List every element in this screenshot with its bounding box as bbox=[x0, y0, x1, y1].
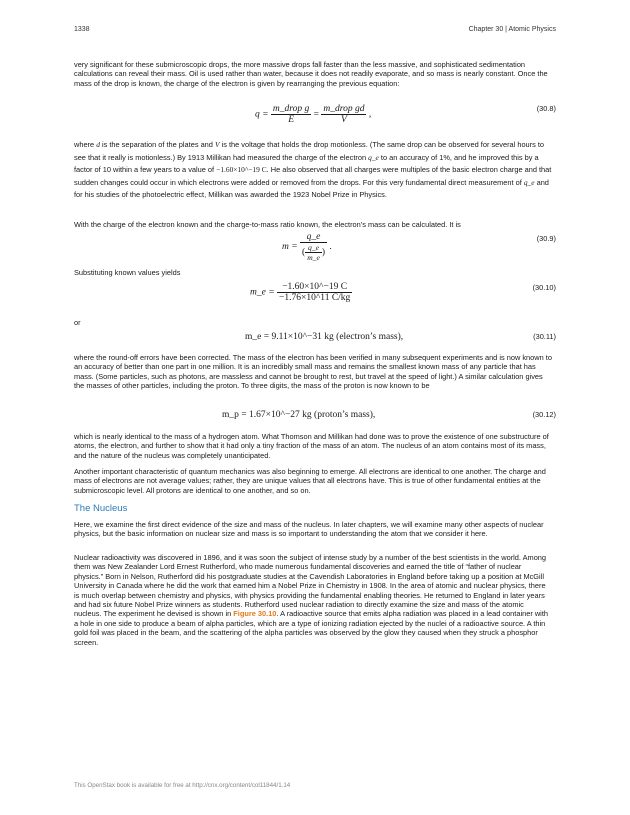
eq-tail: . bbox=[329, 242, 332, 253]
eq-inner-numerator: q_e bbox=[305, 243, 322, 253]
text: where bbox=[74, 140, 95, 149]
equation-30-8 bbox=[255, 104, 371, 125]
chapter-title: Chapter 30 | Atomic Physics bbox=[468, 26, 556, 33]
paragraph-intro: very significant for these submicroscopic drops, the more massive drops fall faster than the less massive, and sophisticated sedimentation calculations can reveal their mass. Oil is used rather than water, because it does not readily evaporate, and so mass is nearly constant. Once the mass of the drop is known, the charge of the electron is given by rearranging the previous equation: bbox=[74, 60, 548, 88]
eq-lhs: m_e = bbox=[250, 287, 275, 298]
equation-30-9 bbox=[282, 232, 332, 262]
eq-inner-denominator: m_e bbox=[307, 253, 320, 262]
math-var: d bbox=[96, 140, 100, 149]
text: and for his studies of the photoelectric effect, Millikan was awarded the 1923 Nobel Prize in Physics. bbox=[74, 177, 549, 200]
eq-numerator: −1.60×10^−19 C bbox=[277, 282, 352, 293]
eq-tail: , bbox=[368, 109, 372, 120]
eq-denominator: −1.76×10^11 C/kg bbox=[279, 293, 351, 303]
eq-lhs: m = bbox=[282, 242, 298, 253]
eq-denominator: E bbox=[288, 115, 294, 125]
equation-30-12: m_p = 1.67×10^−27 kg (proton’s mass), bbox=[222, 410, 376, 420]
paragraph-thomson-millikan: which is nearly identical to the mass of a hydrogen atom. What Thomson and Millikan had done was to prove the existence of one substructure of atoms, the electron, and further to show that it had only a tiny fraction of the mass of an atom. The nucleus of an atom contains most of its mass, and the nature of the nucleus was completely unanticipated. bbox=[74, 432, 549, 460]
equation-30-11: m_e = 9.11×10^−31 kg (electron’s mass), bbox=[245, 332, 404, 342]
eq-denominator: ( $\frac{q\_e}{m\_e}$ ) bbox=[302, 243, 326, 262]
eq-numerator: m_drop gd bbox=[323, 104, 365, 114]
paragraph-rutherford bbox=[74, 553, 552, 647]
math-value: −1.60×10^−19 C bbox=[216, 165, 267, 175]
eq-fraction bbox=[271, 104, 311, 125]
text: is the separation of the plates and bbox=[101, 140, 213, 149]
paragraph-round-off: where the round-off errors have been corrected. The mass of the electron has been verified in many subsequent experiments and is now known to an accuracy of better than one part in one million. It is an incredibly small mass and remains the smallest known mass of any particle that has mass. (Some particles, such as photons, are massless and cannot be brought to rest, but travel at the speed of light.) A similar calculation gives the masses of other particles, including the proton. To three digits, the mass of the proton is now known to be bbox=[74, 353, 552, 391]
text: Nuclear radioactivity was discovered in 1896, and it was soon the subject of intense study by a number of the best scientists in the world. Among them was New Zealander Lord Ernest Rutherford, who made numerous fundamental discoveries and earned the title of “father of nuclear physics.” Born in Nelson, Rutherford did his postgraduate studies at the Cavendish Laboratories in England before taking up a position at McGill University in Canada where he did the work that earned him a Nobel Prize in Chemistry in 1908. In the area of atomic and nuclear physics, there is much overlap between chemistry and physics, with physics providing the fundamental enabling theories. He returned to England in later years and had six future Nobel Prize winners as students. Rutherford used nuclear radiation to directly examine the size and mass of the atomic nucleus. The experiment he devised is shown in bbox=[74, 553, 547, 619]
text: is the voltage that holds the drop motionless. (The same drop can be observed for several hours to see that it really is motionless.) By 1913 Millikan had measured the charge of the electron bbox=[74, 140, 545, 162]
equation-number: (30.8) bbox=[536, 104, 556, 113]
equation-number: (30.10) bbox=[532, 283, 556, 292]
paragraph-quantum-identity: Another important characteristic of quantum mechanics was also beginning to emerge. All electrons are identical to one another. The charge and mass of electrons are not average values; rather, they are unique values that all electrons have. This is true of other fundamental entities at the submicroscopic level. All protons are identical to one another, and so on. bbox=[74, 467, 546, 495]
math-var: V bbox=[214, 140, 220, 149]
eq-fraction bbox=[277, 282, 352, 303]
equation-number: (30.9) bbox=[536, 234, 556, 243]
eq-numerator: q_e bbox=[300, 232, 327, 243]
eq-numerator: m_drop g bbox=[272, 104, 310, 114]
footer-license: This OpenStax book is available for free at http://cnx.org/content/col11844/1.14 bbox=[74, 782, 291, 789]
figure-link[interactable]: Figure 30.10 bbox=[233, 609, 277, 619]
paragraph-mass-calc: With the charge of the electron known and the charge-to-mass ratio known, the electron’s mass can be calculated. It is bbox=[74, 220, 461, 229]
eq-fraction bbox=[300, 232, 327, 262]
paragraph-or: or bbox=[74, 318, 81, 327]
math-var: q_e bbox=[523, 177, 535, 187]
eq-lhs: q = bbox=[255, 109, 269, 120]
eq-denominator: V bbox=[341, 115, 347, 125]
text: . A radioactive source that emits alpha radiation was placed in a lead container with a hole in one side to produce a beam of alpha particles, which are a type of ionizing radiation ejected by the nuclei of a radioactive source. A thin gold foil was placed in the beam, and the scattering of the alpha particles was observed by the glow they caused when they struck a phosphor screen. bbox=[74, 609, 548, 647]
eq-equals: = bbox=[313, 109, 319, 120]
math-var: q_e bbox=[368, 152, 379, 162]
section-heading-nucleus: The Nucleus bbox=[74, 503, 128, 514]
equation-number: (30.11) bbox=[533, 332, 556, 341]
paragraph-nucleus-intro: Here, we examine the first direct evidence of the size and mass of the nucleus. In later chapters, we will examine many other aspects of nuclear physics, but the basic information on nuclear size and mass is so important to understanding the atom that we consider it here. bbox=[74, 520, 544, 539]
text: to an accuracy of 1%, and he improved this by a factor of 10 within a few years to a value of bbox=[74, 152, 539, 175]
equation-number: (30.12) bbox=[532, 410, 556, 419]
paragraph-millikan bbox=[74, 139, 552, 202]
text: . He also observed that all charges were multiples of the basic electron charge and that sudden changes could occur in which electrons were added or removed from the drops. For this very fundamental direct measurement of bbox=[74, 165, 552, 187]
paragraph-substituting: Substituting known values yields bbox=[74, 268, 181, 277]
page-number: 1338 bbox=[74, 26, 90, 33]
eq-fraction bbox=[321, 104, 366, 125]
equation-30-10 bbox=[250, 282, 352, 303]
